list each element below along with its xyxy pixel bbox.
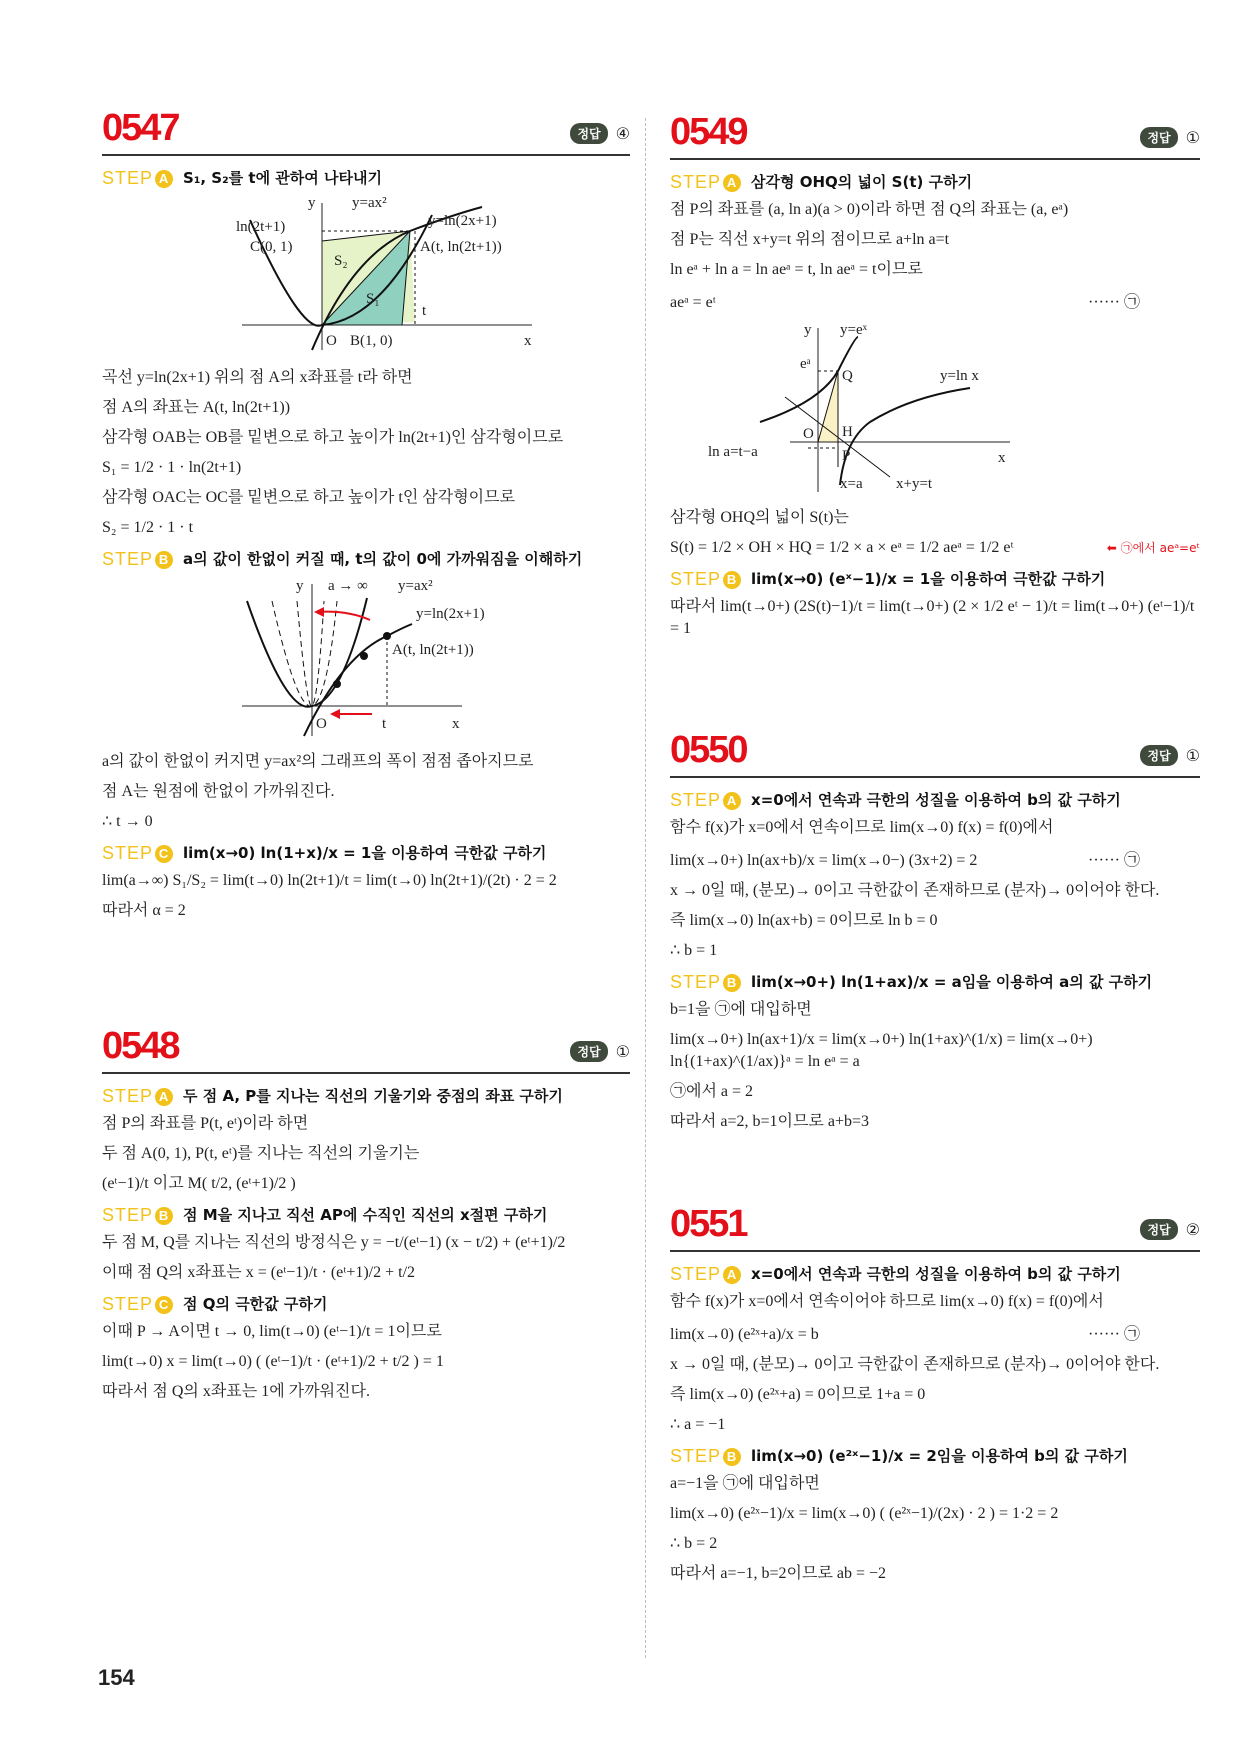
step-title: lim(x→0) ln(1+x)/x = 1을 이용하여 극한값 구하기 [183,844,547,863]
point-a [383,632,391,640]
label-curve1: y=ax² [352,195,387,211]
step-label: STEP C [102,843,173,864]
answer-badge: 정답 [570,123,607,144]
step-a [670,1264,1200,1285]
step-title: 점 M을 지나고 직선 AP에 수직인 직선의 x절편 구하기 [183,1206,548,1225]
step-label: STEP A [670,1264,741,1285]
text-line: 따라서 lim(t→0+) (2S(t)−1)/t = lim(t→0+) (2 × 1/2 eᵗ − 1)/t = lim(t→0+) (eᵗ−1)/t = 1 [670,598,1195,637]
equation-row [670,847,1200,872]
problem-number: 0548 [102,1025,179,1067]
answer [1140,127,1200,148]
step-title: 삼각형 OHQ의 넓이 S(t) 구하기 [751,173,973,192]
step-a [102,168,630,189]
red-arrowhead-x [330,709,340,719]
step-title: x=0에서 연속과 극한의 성질을 이용하여 b의 값 구하기 [751,791,1121,810]
problem-header [670,730,1200,778]
label-y: y [296,578,304,594]
step-title: lim(x→0) (eˣ−1)/x = 1을 이용하여 극한값 구하기 [751,570,1106,589]
text-line: lim(a→∞) S₁/S₂ = lim(t→0) ln(2t+1)/t = lim(t→0) ln(2t+1)/(2t) · 2 = 2 [102,872,557,889]
answer-value: ① [1185,746,1200,765]
label-y: y [804,322,812,338]
text-line: a의 값이 한없이 커지면 y=ax²의 그래프의 폭이 점점 좁아지므로 [102,753,534,770]
text-line: S₂ = 1/2 · 1 · t [102,519,194,536]
point-a3 [333,680,341,688]
text-line: lim(x→0+) ln(ax+1)/x = lim(x→0+) ln(1+ax)^(1/x) = lim(x→0+) ln{(1+ax)^(1/ax)}ᵃ = ln eᵃ = a [670,1031,1093,1070]
text-line: 곡선 y=ln(2x+1) 위의 점 A의 x좌표를 t라 하면 [102,369,413,386]
text-line: aeᵃ = eᵗ [670,294,716,311]
label-t: t [382,716,387,732]
text-line: S(t) = 1/2 × OH × HQ = 1/2 × a × eᵃ = 1/2 aeᵃ = 1/2 eᵗ [670,539,1014,556]
page-number: 154 [98,1665,135,1690]
answer-badge: 정답 [1140,1219,1177,1240]
curve-dashed-2 [297,601,324,706]
label-o: O [326,333,337,349]
answer [570,123,630,144]
answer-value: ④ [615,124,630,143]
label-y: y [308,195,316,211]
step-a [670,790,1200,811]
graph-ohq [700,322,1030,497]
text-line: 따라서 α = 2 [102,902,186,919]
answer-badge: 정답 [1140,745,1177,766]
answer [570,1041,630,1062]
text-line: ∴ b = 2 [670,1535,718,1552]
label-q: Q [842,368,853,384]
step-label: STEP A [670,172,741,193]
label-s2: S₂ [334,253,348,269]
label-c: C(0, 1) [250,239,293,255]
label-curve1: y=ax² [398,578,433,594]
step-b [670,569,1200,590]
text-line: lim(t→0) x = lim(t→0) ( (eᵗ−1)/t · (eᵗ+1)/2 + t/2 ) = 1 [102,1353,444,1370]
equation-row [670,289,1200,314]
text-line: (eᵗ−1)/t 이고 M( t/2, (eᵗ+1)/2 ) [102,1175,296,1192]
problem-header [670,1204,1200,1252]
label-curve2: y=ln(2x+1) [416,606,485,622]
step-label: STEP B [102,549,173,570]
answer-badge: 정답 [1140,127,1177,148]
equation-marker: ······ ㉠ [1088,294,1140,311]
text-line: 점 A는 원점에 한없이 가까워진다. [102,783,335,800]
problem-number: 0550 [670,729,747,771]
equation-marker: ······ ㉠ [1088,1326,1140,1343]
step-title: 두 점 A, P를 지나는 직선의 기울기와 중점의 좌표 구하기 [183,1087,563,1106]
point-a2 [360,652,368,660]
label-ln-a: ln a=t−a [708,444,758,460]
problem-number: 0549 [670,111,747,153]
graph-area-s1-s2 [232,195,552,357]
curve-ln [840,388,970,485]
text-line: ∴ t → 0 [102,813,153,830]
text-line: 삼각형 OHQ의 넓이 S(t)는 [670,509,849,526]
label-a-inf: a → ∞ [328,578,368,594]
curve-dashed-1 [272,601,337,706]
answer-value: ① [615,1042,630,1061]
label-h: H [842,424,853,440]
label-x: x [452,716,460,732]
step-b [670,972,1200,993]
label-curve1: y=eˣ [840,322,867,338]
step-label: STEP B [670,972,741,993]
text-line: 따라서 점 Q의 x좌표는 1에 가까워진다. [102,1383,370,1400]
step-b [102,1205,630,1226]
step-title: a의 값이 한없이 커질 때, t의 값이 0에 가까워짐을 이해하기 [183,550,583,569]
label-a: A(t, ln(2t+1)) [392,642,474,658]
problem-0550 [670,730,1200,1141]
label-ln2t1: ln(2t+1) [236,219,286,235]
text-line: ㉠에서 a = 2 [670,1083,754,1100]
text-line: 이때 P → A이면 t → 0, lim(t→0) (eᵗ−1)/t = 1이므로 [102,1323,442,1340]
problem-number: 0547 [102,107,179,149]
text-line: b=1을 ㉠에 대입하면 [670,1001,812,1018]
text-line: 두 점 M, Q를 지나는 직선의 방정식은 y = −t/(eᵗ−1) (x − t/2) + (eᵗ+1)/2 [102,1234,566,1251]
label-a: A(t, ln(2t+1)) [420,239,502,255]
label-curve2: y=ln x [940,368,979,384]
step-label: STEP C [102,1294,173,1315]
text-line: lim(x→0) (e²ˣ−1)/x = lim(x→0) ( (e²ˣ−1)/(2x) · 2 ) = 1·2 = 2 [670,1505,1059,1522]
label-o: O [316,716,327,732]
equation-row [670,537,1200,559]
text-line: 두 점 A(0, 1), P(t, eᵗ)를 지나는 직선의 기울기는 [102,1145,420,1162]
step-label: STEP B [670,569,741,590]
step-c [102,1294,630,1315]
step-label: STEP A [670,790,741,811]
problem-0549 [670,112,1200,648]
graph-limit-a [232,576,542,741]
label-o: O [803,426,814,442]
text-line: 즉 lim(x→0) ln(ax+b) = 0이므로 ln b = 0 [670,912,938,929]
text-line: a=−1을 ㉠에 대입하면 [670,1475,820,1492]
text-line: 삼각형 OAC는 OC를 밑변으로 하고 높이가 t인 삼각형이므로 [102,489,516,506]
label-x: x [998,450,1006,466]
answer-badge: 정답 [570,1041,607,1062]
text-line: x → 0일 때, (분모)→ 0이고 극한값이 존재하므로 (분자)→ 0이어야 한다. [670,1356,1160,1373]
text-line: 점 A의 좌표는 A(t, ln(2t+1)) [102,399,291,416]
step-title: lim(x→0+) ln(1+ax)/x = a임을 이용하여 a의 값 구하기 [751,973,1153,992]
step-c [102,843,630,864]
problem-header [102,1026,630,1074]
text-line: 이때 점 Q의 x좌표는 x = (eᵗ−1)/t · (eᵗ+1)/2 + t/2 [102,1264,416,1281]
equation-row [670,1321,1200,1346]
step-label: STEP A [102,1086,173,1107]
label-s1: S₁ [366,291,380,307]
text-line: 점 P는 직선 x+y=t 위의 점이므로 a+ln a=t [670,231,950,248]
text-line: x → 0일 때, (분모)→ 0이고 극한값이 존재하므로 (분자)→ 0이어야 한다. [670,882,1160,899]
label-ea: eᵃ [800,356,811,372]
step-a [102,1086,630,1107]
step-title: lim(x→0) (e²ˣ−1)/x = 2임을 이용하여 b의 값 구하기 [751,1447,1128,1466]
label-line: x+y=t [896,476,933,492]
text-line: 함수 f(x)가 x=0에서 연속이므로 lim(x→0) f(x) = f(0)에서 [670,819,1054,836]
label-x: x [524,333,532,349]
step-title: S₁, S₂를 t에 관하여 나타내기 [183,169,382,188]
label-b: B(1, 0) [350,333,393,349]
problem-0547 [102,108,630,930]
text-line: 즉 lim(x→0) (e²ˣ+a) = 0이므로 1+a = 0 [670,1386,926,1403]
equation-marker: ······ ㉠ [1088,852,1140,869]
red-arrowhead [314,607,324,617]
answer-value: ① [1185,128,1200,147]
answer [1140,1219,1200,1240]
label-curve2: y=ln(2x+1) [428,213,497,229]
step-b [670,1446,1200,1467]
column-divider [645,118,646,1658]
problem-0551 [670,1204,1200,1593]
label-t: t [422,303,427,319]
problem-header [670,112,1200,160]
text-line: 점 P의 좌표를 P(t, eᵗ)이라 하면 [102,1115,309,1132]
text-line: 따라서 a=2, b=1이므로 a+b=3 [670,1113,870,1130]
answer-value: ② [1185,1220,1200,1239]
text-line: 함수 f(x)가 x=0에서 연속이어야 하므로 lim(x→0) f(x) = f(0)에서 [670,1293,1104,1310]
text-line: lim(x→0+) ln(ax+b)/x = lim(x→0−) (3x+2) = 2 [670,852,978,869]
label-p: P [842,448,851,464]
text-line: S₁ = 1/2 · 1 · ln(2t+1) [102,459,242,476]
text-line: ∴ a = −1 [670,1416,726,1433]
answer [1140,745,1200,766]
text-line: 삼각형 OAB는 OB를 밑변으로 하고 높이가 ln(2t+1)인 삼각형이므로 [102,429,564,446]
step-a [670,172,1200,193]
step-b [102,549,630,570]
side-note: ⬅ ㉠에서 aeᵃ=eᵗ [1106,541,1200,555]
text-line: lim(x→0) (e²ˣ+a)/x = b [670,1326,819,1343]
problem-header [102,108,630,156]
text-line: 점 P의 좌표를 (a, ln a)(a > 0)이라 하면 점 Q의 좌표는 (a, eᵃ) [670,201,1069,218]
step-title: 점 Q의 극한값 구하기 [183,1295,328,1314]
step-label: STEP B [102,1205,173,1226]
text-line: ln eᵃ + ln a = ln aeᵃ = t, ln aeᵃ = t이므로 [670,261,923,278]
problem-0548 [102,1026,630,1411]
problem-number: 0551 [670,1203,747,1245]
label-x-a: x=a [840,476,863,492]
text-line: 따라서 a=−1, b=2이므로 ab = −2 [670,1565,887,1582]
step-label: STEP B [670,1446,741,1467]
text-line: ∴ b = 1 [670,942,718,959]
step-title: x=0에서 연속과 극한의 성질을 이용하여 b의 값 구하기 [751,1265,1121,1284]
step-label: STEP A [102,168,173,189]
